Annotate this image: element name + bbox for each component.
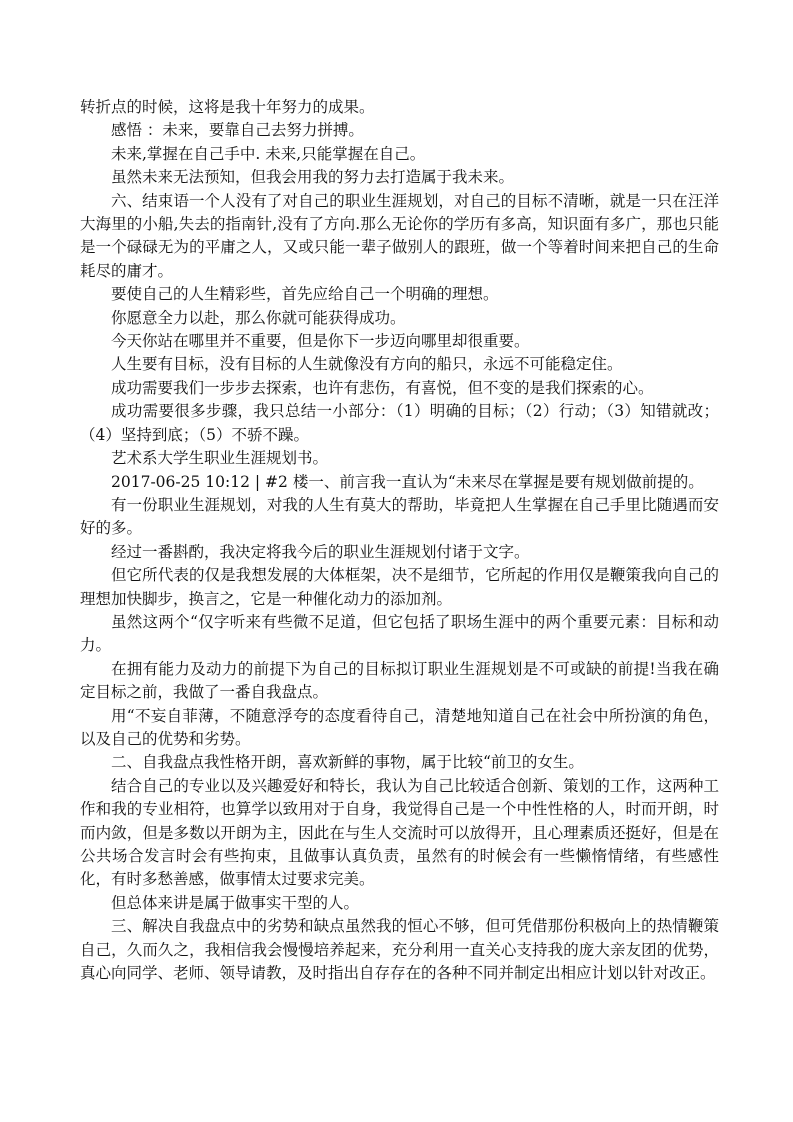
paragraph: 转折点的时候，这将是我十年努力的成果。 [80, 98, 375, 116]
paragraph: 未来,掌握在自己手中. 未来,只能掌握在自己。 [111, 144, 426, 163]
paragraph: 在拥有能力及动力的前提下为自己的目标拟订职业生涯规划是不可或缺的前提!当我在确定目标之前，我做了一番自我盘点。 [80, 659, 719, 702]
paragraph: 经过一番斟酌，我决定将我今后的职业生涯规划付诸于文字。 [111, 542, 530, 561]
paragraph: 六、结束语一个人没有了对自己的职业生涯规划，对自己的目标不清晰，就是一只在汪洋大海里的小船,失去的指南针,没有了方向.那么无论你的学历有多高，知识面有多广，那也只能是一个碌碌无为的平庸之人，又或只能一辈子做别人的跟班，做一个等着时间来把自己的生命耗尽的庸才。 [80, 191, 719, 280]
paragraph: 你愿意全力以赴，那么你就可能获得成功。 [111, 308, 406, 327]
paragraph: 虽然未来无法预知，但我会用我的努力去打造属于我未来。 [111, 168, 515, 187]
paragraph: 感悟 ：未来，要靠自己去努力拼搏。 [111, 121, 364, 140]
paragraph: 虽然这两个“仅字听来有些微不足道，但它包括了职场生涯中的两个重要元素：目标和动力。 [80, 612, 719, 655]
document-body [80, 96, 719, 985]
paragraph: 今天你站在哪里并不重要，但是你下一步迈向哪里却很重要。 [111, 332, 530, 351]
paragraph: 有一份职业生涯规划，对我的人生有莫大的帮助，毕竟把人生掌握在自己手里比随遇而安好的多。 [80, 495, 719, 538]
paragraph: 2017-06-25 10:12 | #2 楼一、前言我一直认为“未来尽在掌握是要有规划做前提的。 [111, 472, 704, 491]
paragraph: 用“不妄自菲薄，不随意浮夸的态度看待自己，清楚地知道自己在社会中所扮演的角色，以及自己的优势和劣势。 [80, 706, 719, 748]
paragraph: 但总体来讲是属于做事实干型的人。 [111, 893, 360, 912]
paragraph: 但它所代表的仅是我想发展的大体框架，决不是细节，它所起的作用仅是鞭策我向自己的理想加快脚步，换言之，它是一种催化动力的添加剂。 [80, 566, 719, 608]
paragraph: 人生要有目标，没有目标的人生就像没有方向的船只，永远不可能稳定住。 [111, 355, 623, 374]
paragraph: 二、自我盘点我性格开朗，喜欢新鲜的事物，属于比较“前卫的女生。 [111, 753, 584, 772]
paragraph: 结合自己的专业以及兴趣爱好和特长，我认为自己比较适合创新、策划的工作，这两种工作和我的专业相符，也算学以致用对于自身，我觉得自己是一个中性性格的人，时而开朗，时而内敛，但是多数以开朗为主，因此在与生人交流时可以放得开，且心理素质还挺好，但是在公共场合发言时会有些拘束，且做事认真负责，虽然有的时候会有一些懒惰情绪，有些感性化，有时多愁善感，做事情太过要求完美。 [80, 776, 719, 889]
paragraph: 成功需要很多步骤，我只总结一小部分：（1）明确的目标；（2）行动；（3）知错就改；（4）坚持到底；（5）不骄不躁。 [80, 402, 719, 444]
paragraph: 要使自己的人生精彩些，首先应给自己一个明确的理想。 [111, 285, 499, 304]
paragraph: 成功需要我们一步步去探索，也许有悲伤，有喜悦，但不变的是我们探索的心。 [111, 378, 654, 397]
paragraph: 三、解决自我盘点中的劣势和缺点虽然我的恒心不够，但可凭借那份积极向上的热情鞭策自己，久而久之，我相信我会慢慢培养起来，充分利用一直关心支持我的庞大亲友团的优势，真心向同学、老师、领导请教，及时指出自存存在的各种不同并制定出相应计划以针对改正。 [80, 917, 719, 983]
paragraph: 艺术系大学生职业生涯规划书。 [111, 449, 329, 468]
